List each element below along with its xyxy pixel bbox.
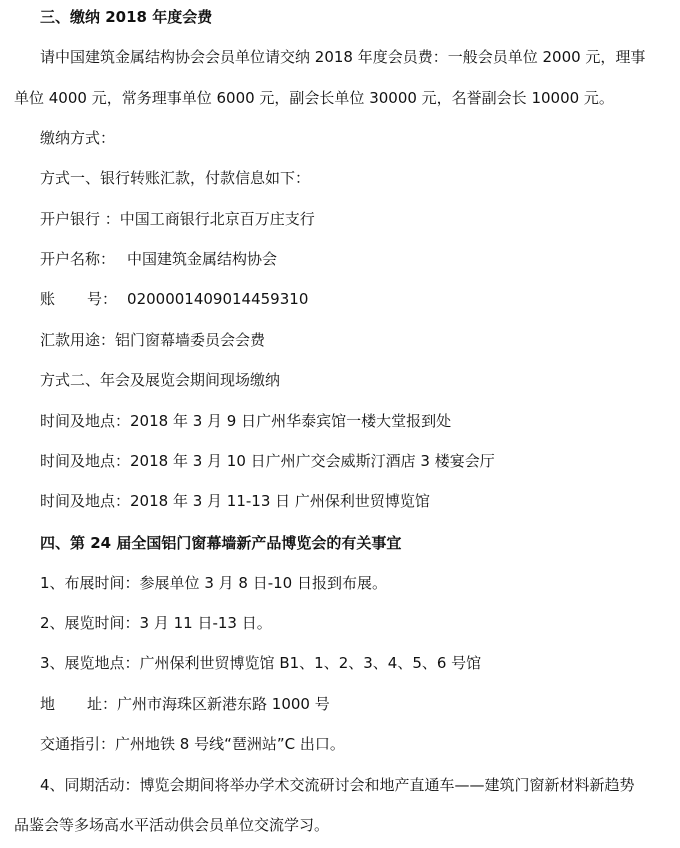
method1-line: 方式一、银行转账汇款，付款信息如下：: [40, 169, 311, 187]
address-line: [40, 694, 330, 714]
item4-line2: 品鉴会等多场高水平活动供会员单位交流学习。: [14, 816, 330, 834]
item1-line: 1、布展时间：参展单位 3 月 8 日-10 日报到布展。: [40, 574, 387, 592]
item4-line1: 4、同期活动：博览会期间将举办学术交流研讨会和地产直通车——建筑门窗新材料新趋势: [40, 776, 635, 794]
time-place-3: 时间及地点：2018 年 3 月 11-13 日 广州保利世贸博览馆: [40, 492, 430, 510]
fee-paragraph-line2: 单位 4000 元，常务理事单位 6000 元，副会长单位 30000 元，名誉副会长 10000 元。: [14, 89, 614, 107]
time-place-1: 时间及地点：2018 年 3 月 9 日广州华泰宾馆一楼大堂报到处: [40, 412, 452, 430]
bank-line: [40, 209, 315, 229]
purpose-value: 铝门窗幕墙委员会会费: [115, 331, 266, 349]
method2-line: 方式二、年会及展览会期间现场缴纳: [40, 371, 281, 389]
time-place-2: 时间及地点：2018 年 3 月 10 日广州广交会威斯汀酒店 3 楼宴会厅: [40, 452, 495, 470]
section3-heading: 三、缴纳 2018 年度会费: [40, 8, 213, 26]
item3-line: 3、展览地点：广州保利世贸博览馆 B1、1、2、3、4、5、6 号馆: [40, 654, 482, 672]
account-name-line: [40, 249, 277, 269]
section4-heading: 四、第 24 届全国铝门窗幕墙新产品博览会的有关事宜: [40, 534, 402, 552]
bank-label: 开户银行 ：: [40, 210, 120, 228]
address-value: 广州市海珠区新港东路 1000 号: [117, 695, 330, 713]
payment-methods-label: 缴纳方式：: [40, 129, 116, 147]
account-number-value: 0200001409014459310: [127, 290, 309, 308]
address-label-a: 地: [40, 695, 56, 713]
account-number-line: [40, 289, 308, 309]
purpose-label: 汇款用途：: [40, 331, 116, 349]
traffic-line: 交通指引：广州地铁 8 号线“琶洲站”C 出口。: [40, 735, 345, 753]
account-name-value: 中国建筑金属结构协会: [127, 250, 278, 268]
address-label-b: 址：: [87, 695, 118, 713]
account-name-label: 开户名称：: [40, 250, 116, 268]
bank-value: 中国工商银行北京百万庄支行: [119, 210, 315, 228]
account-label-a: 账: [40, 290, 56, 308]
account-label-b: 号：: [87, 290, 118, 308]
fee-paragraph-line1: 请中国建筑金属结构协会会员单位请交纳 2018 年度会员费：一般会员单位 2000 元，理事: [40, 48, 646, 66]
item2-line: 2、展览时间：3 月 11 日-13 日。: [40, 614, 272, 632]
purpose-line: [40, 330, 265, 350]
